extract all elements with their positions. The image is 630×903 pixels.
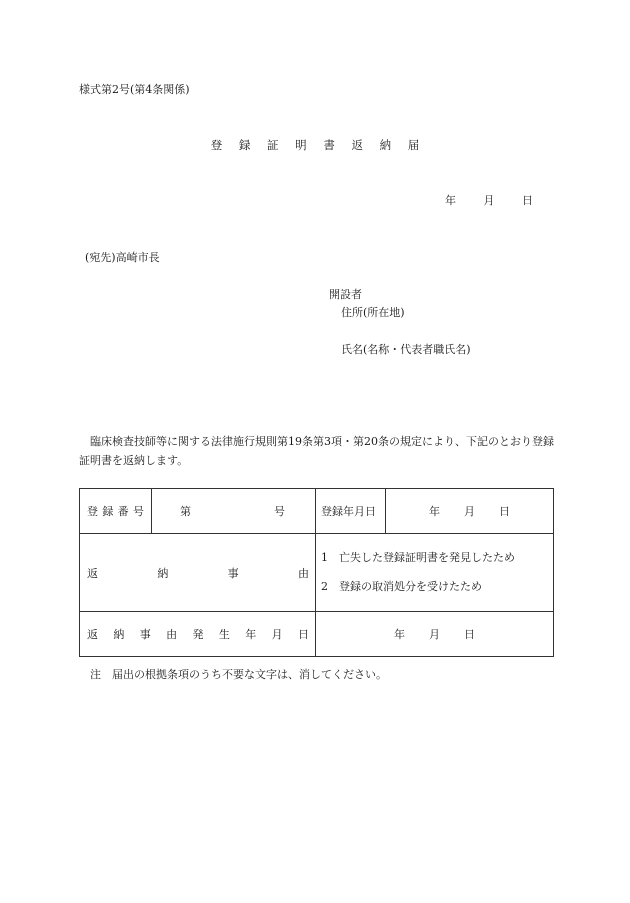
- addressee: (宛先)高崎市長: [85, 251, 160, 264]
- footnote: 注 届出の根拠条項のうち不要な文字は、消してください。: [90, 668, 387, 681]
- registration-number-field[interactable]: [152, 489, 316, 534]
- return-reason-option-2[interactable]: 2 登録の取消処分を受けたため: [321, 580, 482, 593]
- title-char: 届: [407, 138, 420, 152]
- title-char: 登: [210, 138, 223, 152]
- applicant-name-field[interactable]: 氏名(名称・代表者職氏名): [341, 343, 471, 356]
- title-char: 明: [295, 138, 307, 152]
- table-row: [80, 534, 554, 612]
- date-month-label: 月: [483, 194, 495, 207]
- applicant-label: 開設者: [329, 288, 362, 301]
- occurrence-date-field[interactable]: 年 月 日: [316, 612, 554, 657]
- return-reason-options[interactable]: [316, 534, 554, 612]
- registration-number-prefix: 第: [180, 505, 191, 518]
- registration-date-field[interactable]: 年 月 日: [386, 489, 554, 534]
- applicant-address-field[interactable]: 住所(所在地): [341, 306, 405, 319]
- title-char: 書: [323, 138, 335, 152]
- table-row: [80, 489, 554, 534]
- document-title: [0, 137, 630, 153]
- table-row: [80, 612, 554, 657]
- title-char: 納: [379, 138, 392, 152]
- registration-number-suffix: 号: [274, 505, 285, 518]
- title-char: 返: [351, 138, 363, 152]
- registration-date-label: 登録年月日: [316, 489, 386, 534]
- return-form-table: [79, 488, 554, 657]
- return-reason-label: 返 納 事 由: [80, 534, 316, 612]
- title-char: 証: [267, 138, 279, 152]
- registration-number-label: 登 録 番 号: [80, 489, 152, 534]
- return-reason-option-1[interactable]: 1 亡失した登録証明書を発見したため: [321, 551, 515, 564]
- occurrence-date-label: 返 納 事 由 発 生 年 月 日: [80, 612, 316, 657]
- title-char: 録: [238, 138, 251, 152]
- date-day-label: 日: [522, 194, 533, 207]
- statement-text: 臨床検査技師等に関する法律施行規則第19条第3項・第20条の規定により、下記のとおり登録証明書を返納します。: [79, 435, 554, 467]
- submission-date: [445, 192, 533, 208]
- form-number: 様式第2号(第4条関係): [79, 83, 190, 96]
- date-year-label: 年: [445, 194, 456, 207]
